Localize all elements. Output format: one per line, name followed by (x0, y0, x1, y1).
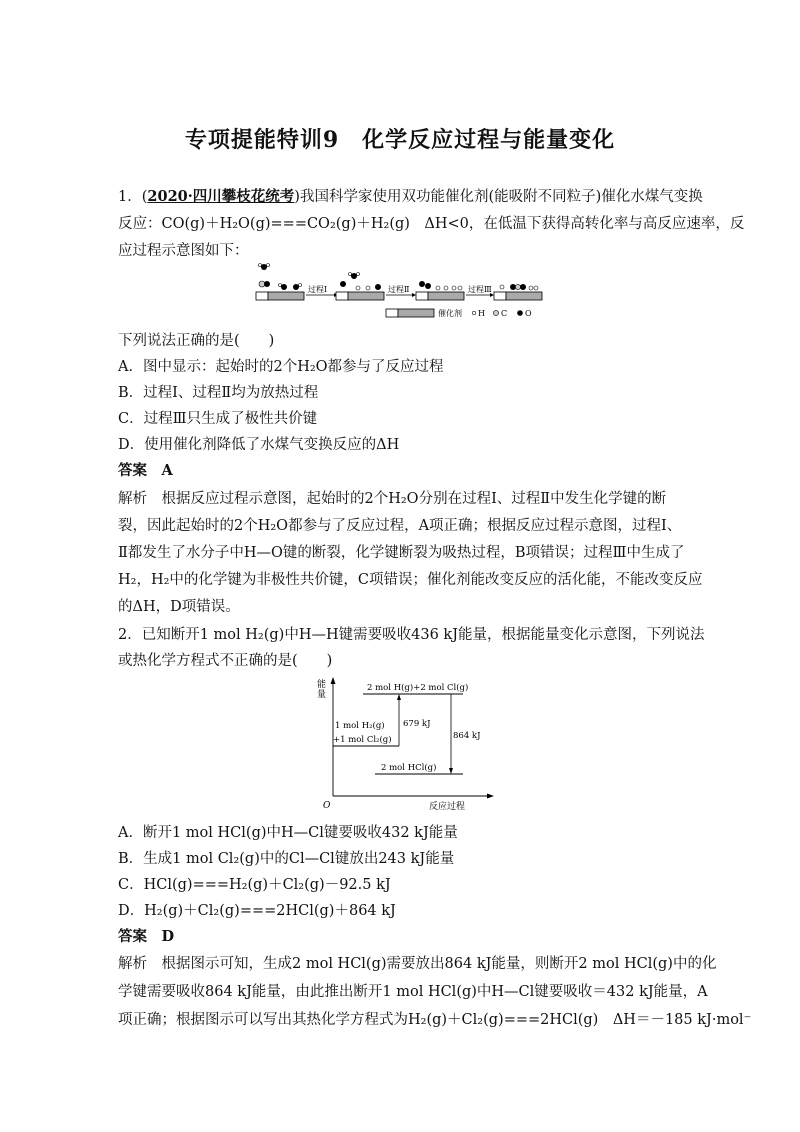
water-molecule-o (261, 264, 267, 270)
energy-absorb-label: 679 kJ (403, 719, 431, 729)
reaction-process-diagram (250, 262, 550, 320)
legend-catalyst-white (386, 309, 398, 317)
q1-prompt: 下列说法正确的是( ) (118, 333, 275, 349)
q1-explanation-5: 的ΔH，D项错误。 (118, 599, 240, 615)
level-atoms-label: 2 mol H(g)+2 mol Cl(g) (367, 683, 469, 693)
y-axis-arrow-icon (331, 677, 336, 684)
water-molecule-h (357, 273, 360, 276)
catalyst-grey-part (506, 292, 542, 300)
q1-line-1 (118, 187, 703, 207)
q2-line-1: 2．已知断开1 mol H₂(g)中H—H键需要吸收436 kJ能量，根据能量变化示意图，下列说法 (118, 627, 705, 643)
q1-explanation-3: Ⅱ都发生了水分子中H—O键的断裂，化学键断裂为吸热过程，B项错误；过程Ⅲ中生成了 (118, 545, 685, 561)
h-atom (366, 286, 370, 290)
q1-line-3: 应过程示意图如下： (118, 243, 249, 259)
q1-explanation-1: 解析 根据反应过程示意图，起始时的2个H₂O分别在过程Ⅰ、过程Ⅱ中发生化学键的断 (118, 491, 667, 507)
co-molecule-o (264, 281, 270, 287)
catalyst-grey-part (428, 292, 464, 300)
co2-molecule-o (520, 284, 526, 290)
level-reactants-label-2: +1 mol Cl₂(g) (333, 735, 392, 745)
step-2-label: 过程Ⅱ (388, 285, 410, 294)
h-atom (458, 286, 462, 290)
co2-molecule-c (515, 284, 520, 289)
q2-option-d: D．H₂(g)＋Cl₂(g)===2HCl(g)＋864 kJ (118, 903, 396, 919)
step-1-label: 过程Ⅰ (308, 285, 328, 294)
page-title: 专项提能特训9 化学反应过程与能量变化 (184, 127, 616, 153)
y-axis-label-2: 量 (317, 690, 327, 700)
q2-explanation-3: 项正确；根据图示可以写出其热化学方程式为H₂(g)＋Cl₂(g)===2HCl(g) ΔH＝－185 kJ·mol⁻ (118, 1012, 752, 1028)
legend-o-label: O (525, 309, 532, 318)
legend-c-label: C (501, 309, 508, 318)
x-axis-arrow-icon (487, 794, 494, 799)
q2-line-2: 或热化学方程式不正确的是( ) (118, 653, 333, 669)
catalyst-grey-part (268, 292, 304, 300)
water-molecule-h (279, 284, 282, 287)
water-molecule-h (259, 264, 262, 267)
o-atom (425, 283, 431, 289)
q1-option-a: A．图中显示：起始时的2个H₂O都参与了反应过程 (118, 359, 444, 375)
h-atom (529, 286, 533, 290)
catalyst-white-part (416, 292, 428, 300)
catalyst-grey-part (348, 292, 384, 300)
h-atom (500, 285, 504, 289)
legend-o-icon (517, 310, 523, 316)
arrow-up-icon (397, 694, 401, 700)
q1-option-b: B．过程Ⅰ、过程Ⅱ均为放热过程 (118, 385, 319, 401)
o-atom (419, 281, 425, 287)
energy-level-diagram (313, 676, 495, 812)
q1-source: 2020·四川攀枝花统考 (147, 188, 295, 205)
water-molecule-o (293, 284, 299, 290)
legend-catalyst-label: 催化剂 (438, 309, 462, 318)
q1-text: )我国科学家使用双功能催化剂(能吸附不同粒子)催化水煤气变换 (294, 189, 703, 205)
water-molecule-h (299, 284, 302, 287)
q1-number: 1．( (118, 189, 148, 205)
h-atom (436, 286, 440, 290)
catalyst-white-part (336, 292, 348, 300)
legend-h-label: H (478, 309, 485, 318)
q1-option-c: C．过程Ⅲ只生成了极性共价键 (118, 411, 318, 427)
water-molecule-o (351, 273, 357, 279)
h-atom (452, 286, 456, 290)
legend-catalyst-grey (398, 309, 434, 317)
q1-answer: 答案 A (118, 462, 173, 479)
arrow-head-icon (412, 293, 416, 297)
h-atom (356, 286, 360, 290)
h-atom (534, 286, 538, 290)
y-axis-label-1: 能 (317, 680, 327, 690)
q1-explanation-2: 裂，因此起始时的2个H₂O都参与了反应过程，A项正确；根据反应过程示意图，过程Ⅰ、 (118, 518, 682, 534)
o-atom (340, 281, 346, 287)
origin-label: O (323, 801, 331, 811)
level-products-label: 2 mol HCl(g) (381, 763, 437, 773)
q2-explanation-1: 解析 根据图示可知，生成2 mol HCl(g)需要放出864 kJ能量，则断开2 mol HCl(g)中的化 (118, 956, 717, 972)
oh-group-o (375, 284, 381, 290)
level-reactants-label-1: 1 mol H₂(g) (335, 721, 385, 731)
water-molecule-h (349, 273, 352, 276)
arrow-down-icon (449, 768, 453, 774)
q2-option-b: B．生成1 mol Cl₂(g)中的Cl—Cl键放出243 kJ能量 (118, 851, 455, 867)
q1-line-2: 反应：CO(g)＋H₂O(g)===CO₂(g)＋H₂(g) ΔH<0，在低温下获得高转化率与高反应速率，反 (118, 216, 745, 232)
q2-option-a: A．断开1 mol HCl(g)中H—Cl键要吸收432 kJ能量 (118, 825, 458, 841)
energy-release-label: 864 kJ (453, 731, 481, 741)
step-3-label: 过程Ⅲ (468, 285, 492, 294)
co2-molecule-o (510, 284, 516, 290)
x-axis-label: 反应过程 (429, 802, 466, 812)
catalyst-white-part (494, 292, 506, 300)
water-molecule-h (267, 264, 270, 267)
h-atom (444, 286, 448, 290)
legend-c-icon (493, 310, 498, 315)
q1-option-d: D．使用催化剂降低了水煤气变换反应的ΔH (118, 437, 400, 453)
catalyst-white-part (256, 292, 268, 300)
water-molecule-o (281, 284, 287, 290)
q2-option-c: C．HCl(g)===H₂(g)＋Cl₂(g)－92.5 kJ (118, 877, 391, 893)
q1-explanation-4: H₂，H₂中的化学键为非极性共价键，C项错误；催化剂能改变反应的活化能，不能改变反应 (118, 572, 703, 588)
q2-answer: 答案 D (118, 928, 175, 945)
q2-explanation-2: 学键需要吸收864 kJ能量，由此推出断开1 mol HCl(g)中H—Cl键要吸收＝432 kJ能量，A (118, 984, 708, 1000)
legend-h-icon (472, 311, 476, 315)
